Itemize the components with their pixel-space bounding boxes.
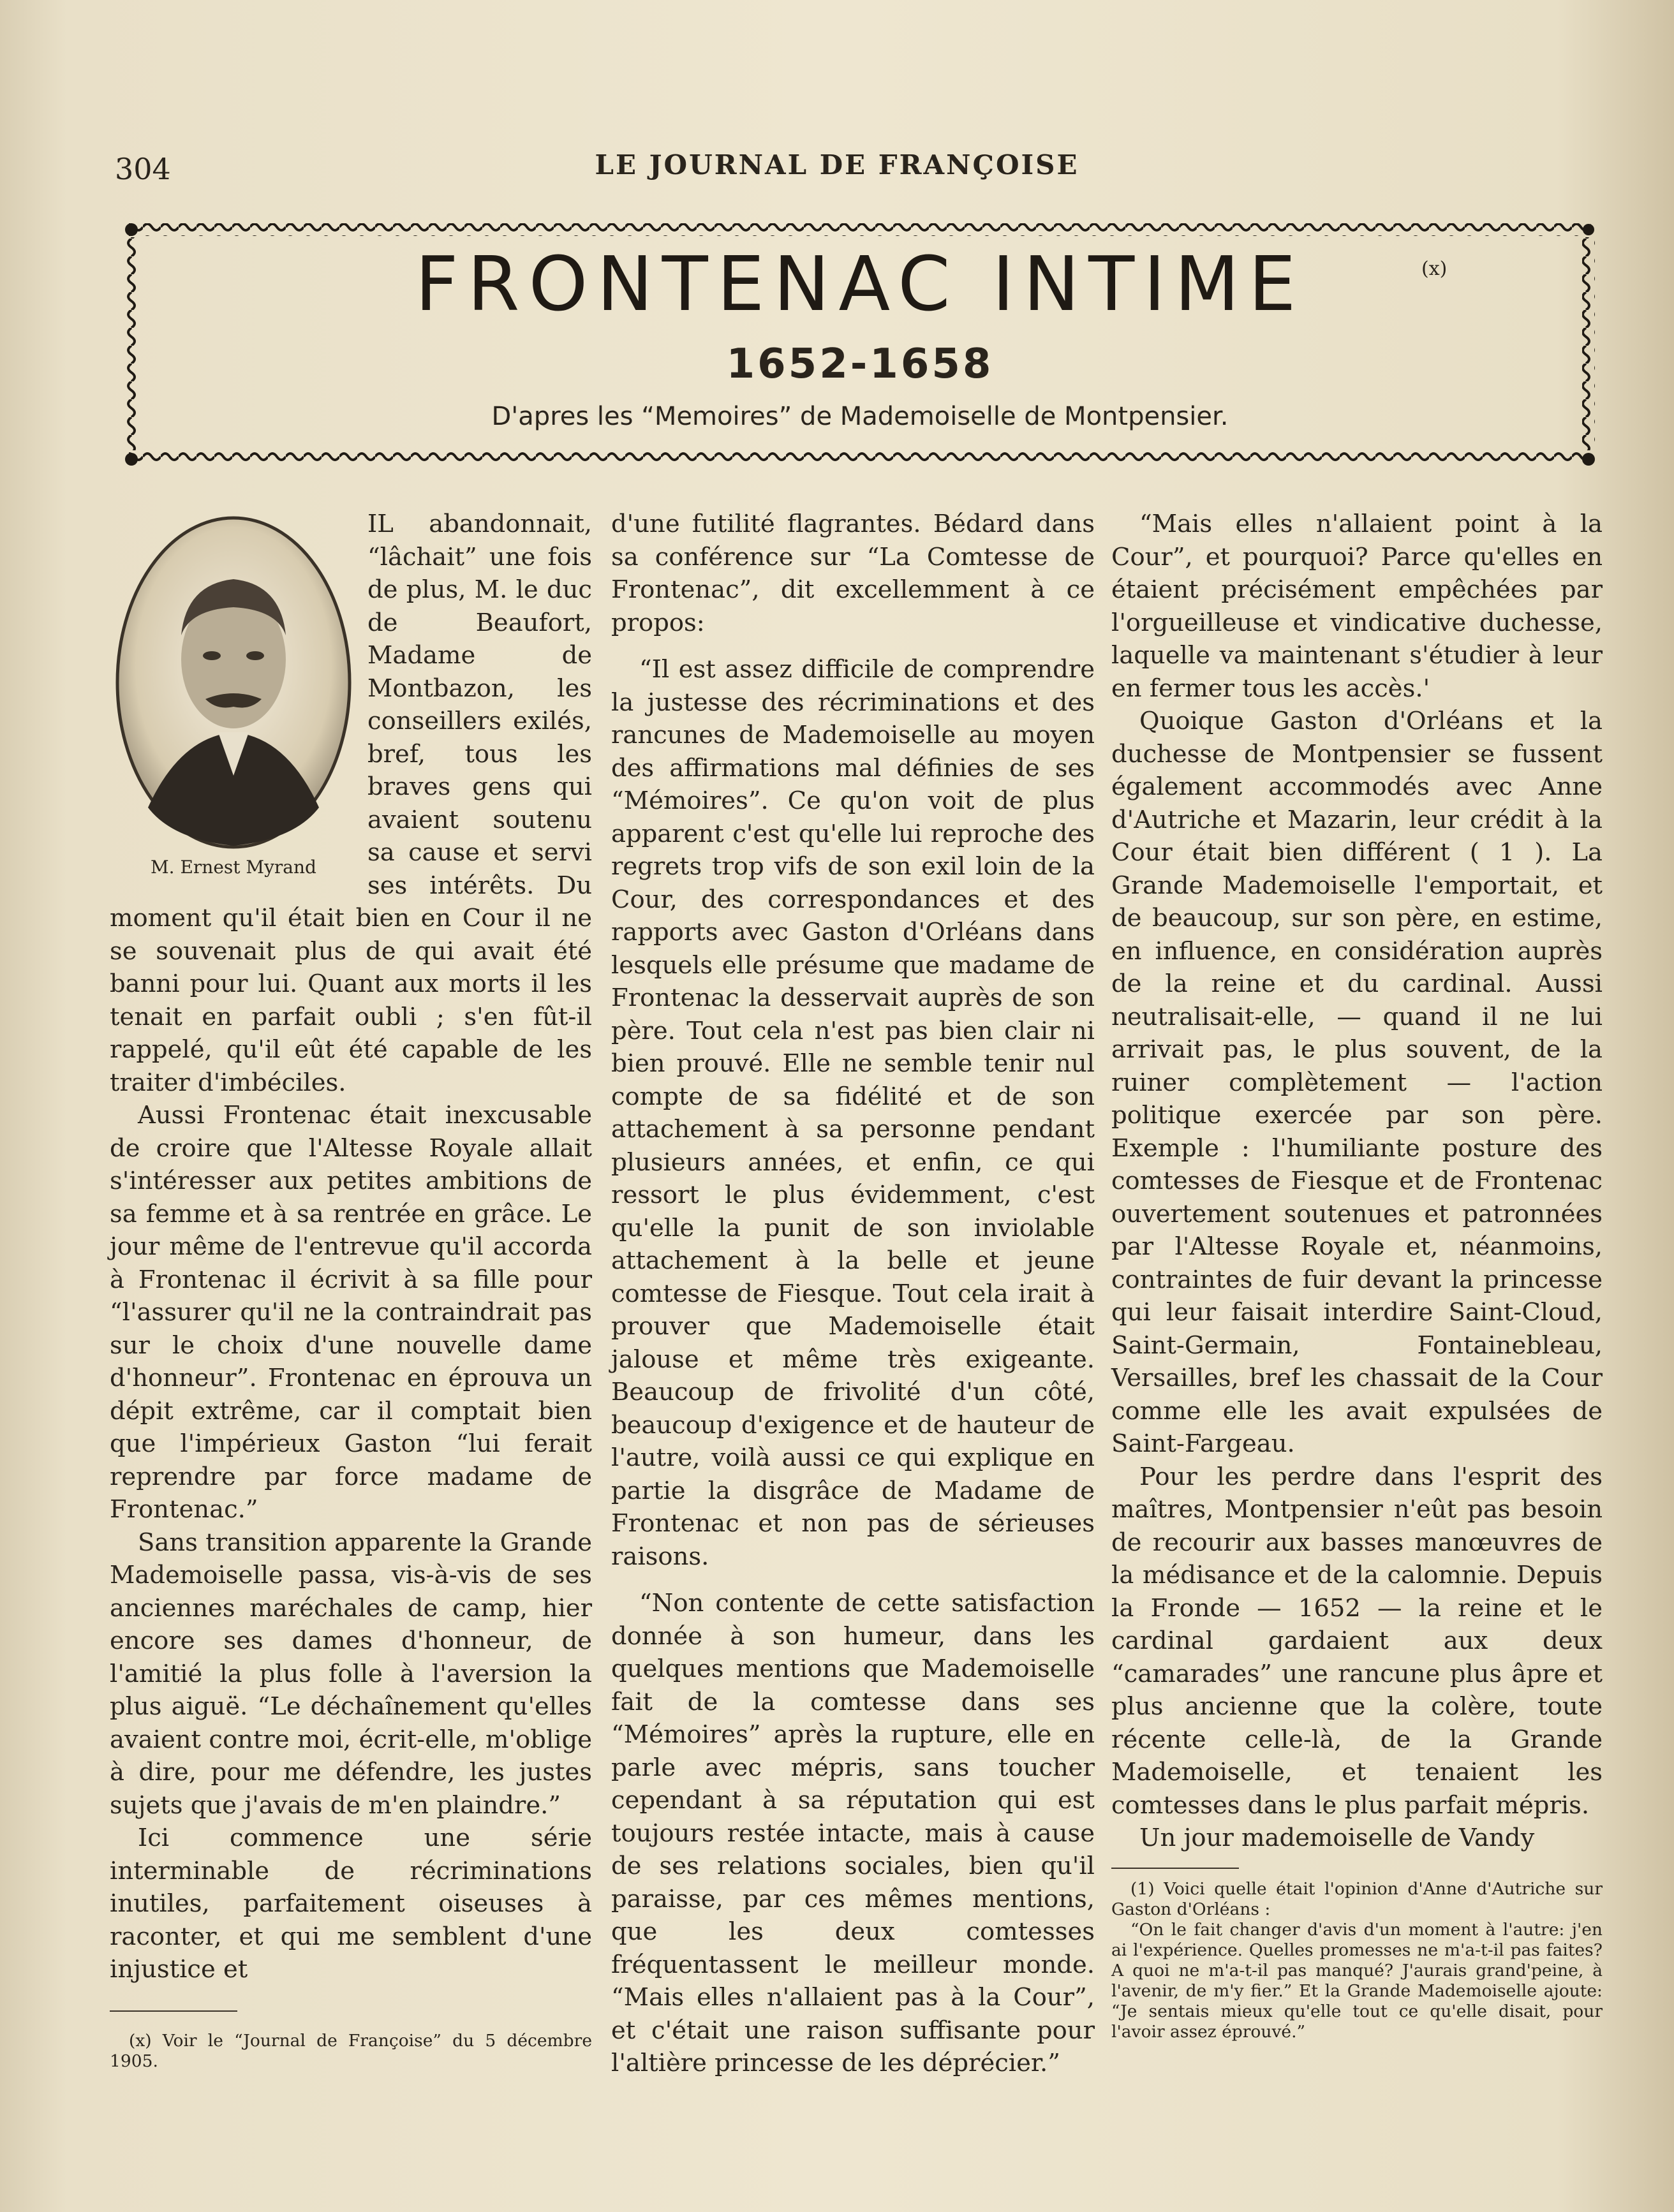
footnote-text: (x) Voir le “Journal de Françoise” du 5 décembre 1905. <box>110 2031 592 2071</box>
footnote-rule <box>1111 1868 1239 1869</box>
article-source: D'apres les “Memoires” de Mademoiselle de Montpensier. <box>491 402 1229 431</box>
paragraph: Un jour mademoiselle de Vandy <box>1139 1824 1535 1852</box>
paragraph: d'une futilité flagrantes. Bédard dans sa conférence sur “La Comtesse de Frontenac”, dit excellemment à ce propos: <box>611 510 1095 637</box>
footnote-rule <box>110 2010 237 2012</box>
paragraph: “Non contente de cette satisfaction donnée à son humeur, dans les quelques mentions que Mademoiselle fait de la comtesse dans ses “Mémoires” après la rupture, elle en parle avec mépris, sans toucher cependant à sa réputation qui est toujours restée intacte, mais à cause de ses relations sociales, bien qu'il paraisse, par ces mêmes mentions, que les deux comtesses fréquentassent le meilleur monde. “Mais elles n'allaient pas à la Cour”, et c'était une raison suffisante pour l'altière princesse de les déprécier.” <box>611 1589 1095 2077</box>
column-1 <box>110 508 592 1986</box>
portrait-caption: M. Ernest Myrand <box>151 857 316 878</box>
paragraph: “Mais elles n'allaient point à la Cour”, et pourquoi? Parce qu'elles en étaient précisément empêchées par l'orgueilleuse et vindicative duchesse, laquelle va maintenant s'étudier à leur en fermer tous les accès.' <box>1111 510 1603 703</box>
article-years: 1652-1658 <box>726 341 994 388</box>
paragraph: Sans transition apparente la Grande Mademoiselle passa, vis-à-vis de ses anciennes maréchales de camp, hier encore ses dames d'honneur, de l'amitié la plus folle à l'aversion la plus aiguë. “Le déchaînement qu'elles avaient contre moi, écrit-elle, m'oblige à dire, pour me défendre, les justes sujets que j'avais de m'en plaindre.” <box>110 1528 592 1820</box>
title-footnote-mark: (x) <box>1421 258 1448 280</box>
footnote-1 <box>110 2031 592 2072</box>
article-title: FRONTENAC INTIME <box>415 240 1305 328</box>
page-number: 304 <box>115 152 171 186</box>
paragraph: “Il est assez difficile de comprendre la justesse des récriminations et des rancunes de Mademoiselle au moyen des affirmations mal définies de ses “Mémoires”. Ce qu'on voit de plus apparent c'est qu'elle lui reproche des regrets trop vifs de son exil loin de la Cour, des correspondances et des rapports avec Gaston d'Orléans dans lesquels elle présume que madame de Frontenac la desservait auprès de son père. Tout cela n'est pas bien clair ni bien prouvé. Elle ne semble tenir nul compte de sa fidélité et de son attachement à sa personne pendant plusieurs années, et enfin, ce qui ressort le plus évidemment, c'est qu'elle la punit de son inviolable attachement à la belle et jeune comtesse de Fiesque. Tout cela irait à prouver que Mademoiselle était jalouse et même très exigeante. Beaucoup de frivolité d'un côté, beaucoup d'exigence et de hauteur de l'autre, voilà aussi ce qui explique en partie la disgrâce de Madame de Frontenac et non pas de sérieuses raisons. <box>611 655 1095 1571</box>
paragraph: Quoique Gaston d'Orléans et la duchesse de Montpensier se fussent également accommodés avec Anne d'Autriche et Mazarin, leur crédit à la Cour était bien différent ( 1 ). La Grande Mademoiselle l'emportait, et de beaucoup, sur son père, en estime, en influence, en considération auprès de la reine et du cardinal. Aussi neutralisait-elle, — quand il ne lui arrivait pas, le plus souvent, de la ruiner complètement — l'action politique exercée par son père. Exemple : l'humiliante posture des comtesses de Fiesque et de Frontenac ouvertement soutenues et patronnées par l'Altesse Royale et, néanmoins, contraintes de fuir devant la princesse qui leur faisait interdire Saint-Cloud, Saint-Germain, Fontainebleau, Versailles, bref les chassait de la Cour comme elle les avait expulsées de Saint-Fargeau. <box>1111 707 1603 1458</box>
paragraph: Pour les perdre dans l'esprit des maîtres, Montpensier n'eût pas besoin de recourir aux basses manœuvres de la médisance et de la calomnie. Depuis la Fronde — 1652 — la reine et le cardinal gardaient aux deux “camarades” une rancune plus âpre et plus ancienne que la colère, toute récente celle-là, de la Grande Mademoiselle, et tenaient les comtesses dans le plus parfait mépris. <box>1111 1462 1603 1820</box>
title-box <box>125 221 1595 468</box>
footnote-text: “On le fait changer d'avis d'un moment à l'autre: j'en ai l'expérience. Quelles promesses ne m'a-t-il pas faites? A quoi ne m'a-t-il pas manqué? J'aurais grand'peine, à l'avenir, de m'y fier.” Et la Grande Mademoiselle ajoute: “Je sentais mieux qu'elle tout ce qu'elle disait, pour l'avoir assez éprouvé.” <box>1111 1920 1603 2042</box>
column-2 <box>611 508 1095 2080</box>
paragraph: Aussi Frontenac était inexcusable de croire que l'Altesse Royale allait s'intéresser aux petites ambitions de sa femme et à sa rentrée en grâce. Le jour même de l'entrevue qu'il accorda à Frontenac il écrivit à sa fille pour “l'assurer qu'il ne la contraindrait pas sur le choix d'une nouvelle dame d'honneur”. Frontenac en éprouva un dépit extrême, car il comptait bien que l'impérieux Gaston “lui ferait reprendre par force madame de Frontenac.” <box>110 1101 592 1524</box>
footnote-2 <box>1111 1879 1603 2042</box>
footnote-text: (1) Voici quelle était l'opinion d'Anne d'Autriche sur Gaston d'Orléans : <box>1111 1879 1603 1919</box>
column-3 <box>1111 508 1603 1855</box>
portrait <box>110 508 357 888</box>
paragraph: IL abandonnait, “lâchait” une fois de plus, M. le duc de Beaufort, Madame de Montbazon, les conseillers exilés, bref, tous les braves gens qui avaient soutenu sa cause et servi ses intérêts. Du moment qu'il était bien en Cour il ne se souvenait plus de qui avait été banni pour lui. Quant aux morts il les tenait en parfait oubli ; s'en fût-il rappelé, qu'il eût été capable de les traiter d'imbéciles. <box>110 510 592 1097</box>
paragraph: Ici commence une série interminable de récriminations inutiles, parfaitement oiseuses à raconter, et qui me semblent d'une injustice et <box>110 1824 592 1984</box>
running-head: LE JOURNAL DE FRANÇOISE <box>595 149 1079 181</box>
portrait-image <box>110 508 357 852</box>
